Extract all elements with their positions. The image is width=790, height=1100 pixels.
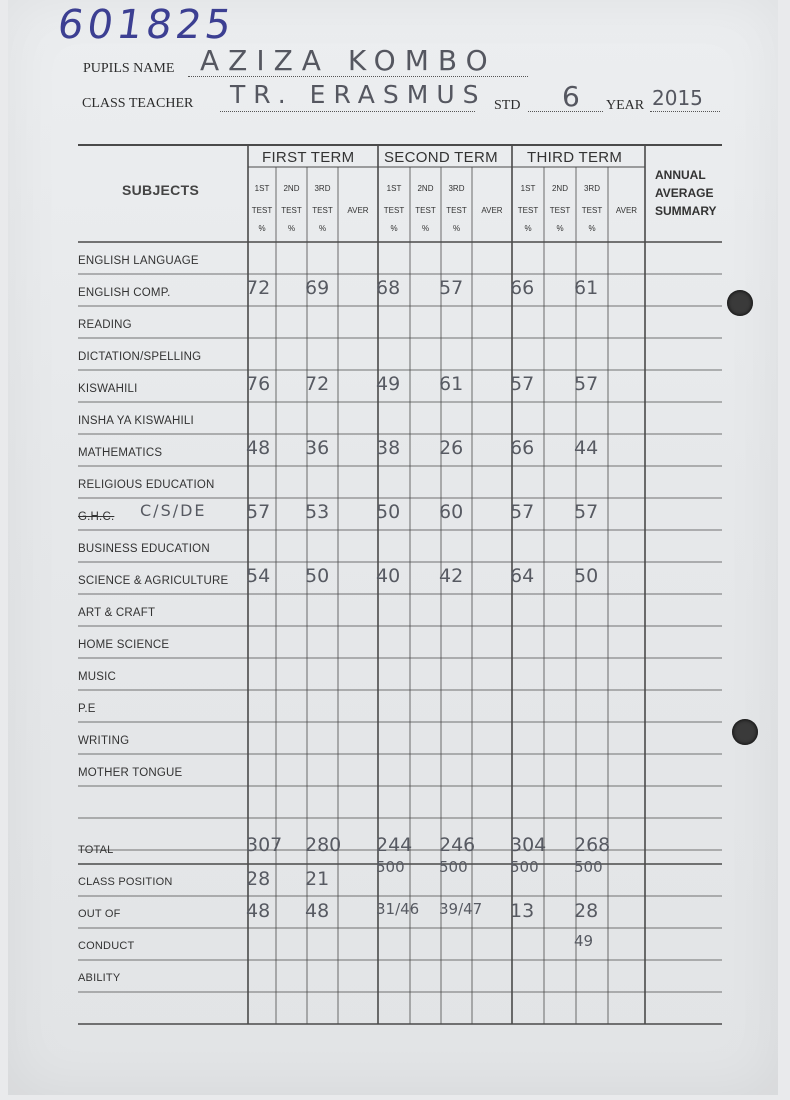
- test-column-header: TEST: [251, 206, 273, 215]
- total-mark: 268: [574, 834, 611, 856]
- total-out-of: 500: [574, 858, 603, 876]
- punch-hole-top: [727, 290, 753, 316]
- subject-label: BUSINESS EDUCATION: [78, 543, 210, 555]
- test-column-header: TEST: [415, 206, 436, 215]
- test-column-header: TEST: [549, 206, 571, 215]
- reference-number: 601825: [54, 2, 238, 48]
- subject-label: READING: [78, 319, 132, 331]
- test-column-header: AVER: [481, 206, 503, 215]
- subject-mark: 64: [510, 565, 535, 587]
- test-column-header: 2ND: [551, 184, 568, 193]
- test-column-header: AVER: [615, 206, 638, 215]
- test-column-header: %: [390, 224, 398, 233]
- annual-header-line3: SUMMARY: [655, 204, 717, 218]
- total-mark: 307: [246, 834, 283, 856]
- test-column-header: %: [318, 224, 327, 233]
- subject-mark: 48: [246, 437, 271, 459]
- test-column-header: %: [287, 224, 296, 233]
- out-of-mark: 48: [305, 900, 330, 922]
- subject-mark: 38: [376, 437, 401, 459]
- subject-label: ART & CRAFT: [78, 607, 156, 619]
- subject-mark: 57: [439, 277, 464, 299]
- test-column-header: TEST: [312, 206, 333, 215]
- summary-row-label: CLASS POSITION: [78, 876, 173, 888]
- test-column-header: TEST: [517, 206, 539, 215]
- test-column-header: %: [452, 224, 461, 233]
- test-column-header: 1ST: [386, 184, 402, 193]
- out-of-mark: 28: [574, 900, 599, 922]
- subject-mark: 44: [574, 437, 599, 459]
- year-label: YEAR: [606, 98, 645, 113]
- subject-label: KISWAHILI: [78, 383, 138, 395]
- pupils-name-value: AZIZA KOMBO: [200, 44, 497, 77]
- subject-label: ENGLISH COMP.: [78, 287, 171, 299]
- annual-header-line2: AVERAGE: [655, 186, 714, 200]
- test-column-header: %: [524, 224, 532, 233]
- subject-mark: 57: [574, 501, 599, 523]
- subject-mark: 40: [376, 565, 401, 587]
- subject-mark: 60: [439, 501, 464, 523]
- test-column-header: 3RD: [583, 184, 600, 193]
- class-position-mark: 28: [246, 868, 271, 890]
- subject-mark: 42: [439, 565, 464, 587]
- subjects-header: SUBJECTS: [122, 182, 200, 198]
- total-out-of: 500: [439, 858, 468, 876]
- subject-label: SCIENCE & AGRICULTURE: [78, 575, 229, 587]
- test-column-header: AVER: [347, 206, 369, 215]
- subject-mark: 36: [305, 437, 330, 459]
- std-label: STD: [494, 98, 521, 113]
- subject-mark: 61: [574, 277, 599, 299]
- subject-label: DICTATION/SPELLING: [78, 351, 202, 363]
- subject-mark: 66: [510, 437, 535, 459]
- subject-label: MATHEMATICS: [78, 447, 163, 459]
- subject-mark: 57: [246, 501, 271, 523]
- subject-mark: 61: [439, 373, 464, 395]
- subject-mark: 54: [246, 565, 271, 587]
- test-column-header: TEST: [446, 206, 467, 215]
- ghc-replacement-subject: C/S/DE: [140, 501, 207, 520]
- subject-label: G.H.C.: [78, 511, 115, 523]
- third-term-header: THIRD TERM: [527, 149, 623, 166]
- total-mark: 244: [376, 834, 413, 856]
- test-column-header: 1ST: [520, 184, 536, 193]
- class-position-mark: 21: [305, 868, 330, 890]
- test-column-header: 1ST: [254, 184, 270, 193]
- class-teacher-label: CLASS TEACHER: [82, 96, 194, 111]
- total-mark: 246: [439, 834, 476, 856]
- summary-row-label: ABILITY: [78, 972, 121, 984]
- second-term-header: SECOND TERM: [384, 149, 498, 166]
- out-of-mark: 13: [510, 900, 535, 922]
- test-column-header: %: [588, 224, 596, 233]
- subject-label: P.E: [78, 703, 96, 715]
- test-column-header: 2ND: [417, 184, 434, 193]
- year-value: 2015: [652, 86, 703, 110]
- std-value: 6: [562, 80, 580, 113]
- subject-label: MUSIC: [78, 671, 117, 683]
- subject-label: ENGLISH LANGUAGE: [78, 255, 199, 267]
- test-column-header: TEST: [281, 206, 302, 215]
- subject-mark: 69: [305, 277, 330, 299]
- test-column-header: TEST: [383, 206, 405, 215]
- test-column-header: %: [258, 224, 266, 233]
- summary-row-label: TOTAL: [78, 844, 114, 856]
- subject-label: INSHA YA KISWAHILI: [78, 415, 194, 427]
- subject-mark: 26: [439, 437, 464, 459]
- conduct-extra-mark: 49: [574, 932, 594, 950]
- summary-row-label: CONDUCT: [78, 940, 135, 952]
- test-column-header: 2ND: [283, 184, 300, 193]
- total-out-of: 500: [376, 858, 405, 876]
- first-term-header: FIRST TERM: [262, 149, 355, 166]
- subject-label: MOTHER TONGUE: [78, 767, 183, 779]
- summary-row-label: OUT OF: [78, 908, 121, 920]
- test-column-header: 3RD: [314, 184, 331, 193]
- punch-hole-bottom: [732, 719, 758, 745]
- class-teacher-value: TR. ERASMUS: [230, 80, 487, 109]
- total-mark: 304: [510, 834, 547, 856]
- subject-mark: 72: [305, 373, 330, 395]
- test-column-header: TEST: [581, 206, 603, 215]
- subject-label: HOME SCIENCE: [78, 639, 170, 651]
- subject-mark: 50: [305, 565, 330, 587]
- subject-mark: 76: [246, 373, 271, 395]
- subject-mark: 68: [376, 277, 401, 299]
- subject-mark: 57: [510, 501, 535, 523]
- out-of-mark: 31/46: [376, 900, 420, 918]
- test-column-header: %: [556, 224, 564, 233]
- pupils-name-label: PUPILS NAME: [83, 61, 175, 76]
- subject-mark: 66: [510, 277, 535, 299]
- total-mark: 280: [305, 834, 342, 856]
- annual-header-line1: ANNUAL: [655, 168, 706, 182]
- subject-mark: 49: [376, 373, 401, 395]
- subject-mark: 57: [574, 373, 599, 395]
- subject-mark: 57: [510, 373, 535, 395]
- subject-mark: 50: [574, 565, 599, 587]
- out-of-mark: 48: [246, 900, 271, 922]
- total-out-of: 500: [510, 858, 539, 876]
- subject-mark: 72: [246, 277, 271, 299]
- test-column-header: %: [421, 224, 430, 233]
- test-column-header: 3RD: [448, 184, 465, 193]
- subject-mark: 53: [305, 501, 330, 523]
- subject-label: WRITING: [78, 735, 130, 747]
- out-of-mark: 39/47: [439, 900, 483, 918]
- subject-mark: 50: [376, 501, 401, 523]
- subject-label: RELIGIOUS EDUCATION: [78, 479, 215, 491]
